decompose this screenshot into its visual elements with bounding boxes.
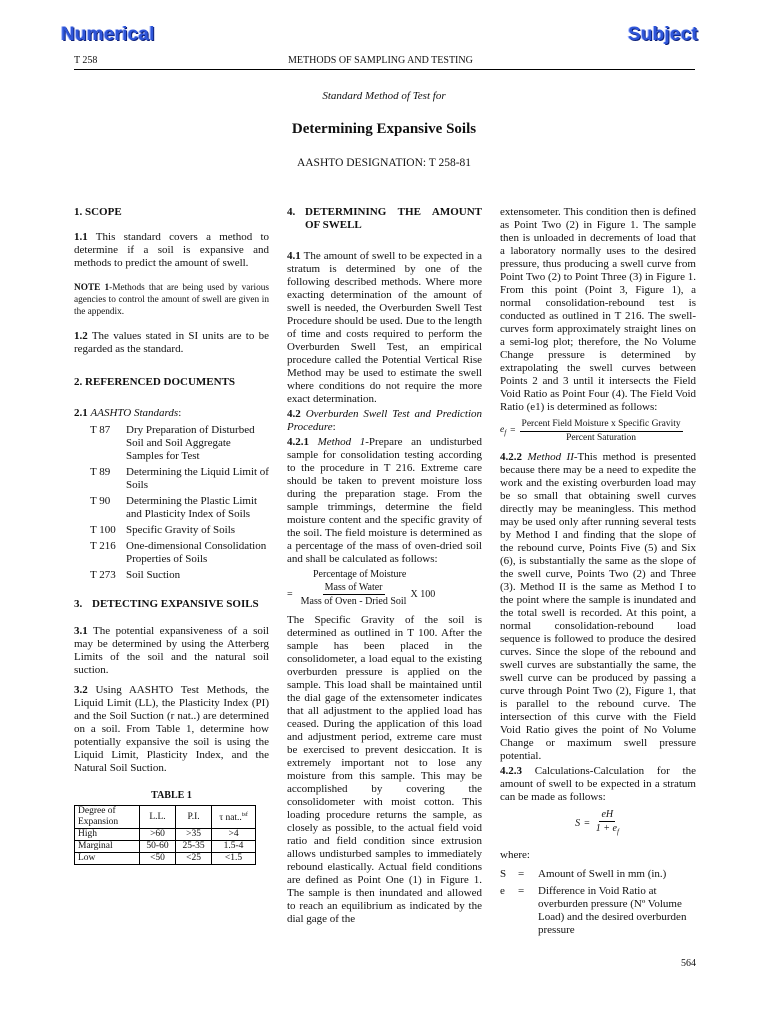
equation-numerator: Percent Field Moisture x Specific Gravity [520,418,683,432]
paragraph-text: -This method is presented because there may be a need to expedite the work and the existing overburden load may be so small that obtaining swell curves directly may be meaningless. This method may be used only after running several tests by Method I and finding that the slope of the rebound curve, Points Five (5) and Six (6), is substantially the same as the slope of the swell curve, Points Two (2) and Three (3). Method II is the same as Method I to the point where the sample is inundated and the total swell is recorded. At this point, a normal consolidation-rebound load sequence is followed to produce the desired curves. Since the slope of the rebound and swell curves are substantially the same, the swell curve can be produced by passing a curve through Point Two (2), Figure 1, that is parallel to the rebound curve. The intersection of this curve with the Field Void Ratio gives the point of No Volume Change or maximum swell pressure potential. [500,451,697,762]
table-cell: 25-35 [176,841,212,853]
equation-label: Percentage of Moisture [313,569,407,580]
paragraph-number: 4.2.2 [500,451,522,463]
reference-item [74,569,269,582]
table-cell: Marginal [75,841,140,853]
section-4-heading [287,206,482,232]
equation-symbol [500,424,506,440]
table-cell: >60 [140,829,176,841]
table-header-cell: Degree of Expansion [75,806,140,829]
header-title: METHODS OF SAMPLING AND TESTING [288,55,473,66]
reference-item [74,424,269,463]
paragraph-number: 4.2.1 [287,436,309,448]
reference-item [74,495,269,521]
paragraph-text: The potential expansiveness of a soil may be determined by using the Atterberg Limits of the soil and the natural soil suction. [74,625,269,676]
table-cell: Low [75,853,140,865]
heading-text: DETERMINING THE AMOUNT OF SWELL [305,206,482,231]
table-header-row [75,806,256,829]
definition-text: Difference in Void Ratio at overburden pressure (Nº Volume Load) and the desired overburden pressure [538,885,687,936]
watermark-logo-left: Numerical [61,24,155,45]
equation-denominator [594,822,621,839]
where-label: where: [500,849,530,861]
paragraph-colon: : [332,421,336,433]
paragraph-2-1: 2.1 AASHTO Standards: [74,407,182,419]
paragraph-3-2 [74,684,269,775]
note-label: NOTE 1 [74,283,110,293]
reference-title: One-dimensional Consolidation Properties of Soils [126,540,267,565]
paragraph-text: Using AASHTO Test Methods, the Liquid Limit (LL), the Plasticity Index (PI) and the Soil Suction (r nat..) are determined on a soil. From Table 1, determine how potentially expansive the soil is using the Liquid Limit, Plasticity Index, and the Natural Soil Suction. [74,684,269,774]
note-1 [74,282,269,318]
paragraph-3-1 [74,625,269,677]
paragraph-text: -Prepare an undisturbed sample for consolidation testing according to the procedure in T 216. Extreme care should be taken to prevent moisture loss during the preparation stage. From the sample trimmings, determine the field moisture content and the specific gravity of the soil. The field moisture is determined as a percentage of the mass of oven-dried soil and shall be calculated as follows: [287,436,482,565]
paragraph-text: AASHTO Standards [90,407,179,419]
equation-equals: = [287,589,293,600]
paragraph-number: 4.1 [287,250,301,262]
reference-title: Specific Gravity of Soils [126,524,236,536]
reference-code: T 100 [90,524,116,536]
reference-list [74,424,269,582]
equation-fraction [594,808,621,839]
reference-title: Determining the Liquid Limit of Soils [126,466,269,491]
standard-label: Standard Method of Test for [322,90,446,102]
header-text: τ nat.. [219,813,242,824]
reference-item [74,524,269,537]
paragraph-number: 4.2 [287,408,301,420]
definition-item [500,868,696,881]
reference-title: Soil Suction [126,569,181,581]
equation-equals: = [584,818,590,829]
paragraph-4-2-3 [500,765,696,804]
paragraph-number: 2.1 [74,407,88,419]
paragraph-number: 3.2 [74,684,88,696]
definition-symbol: S [500,868,507,880]
paragraph-number: 1.2 [74,330,88,342]
table-cell: <1.5 [212,853,256,865]
equation-symbol: S [575,818,581,829]
paragraph-title: Overburden Swell Test and Prediction Procedure [287,408,482,433]
equation-equals: = [510,426,516,436]
column-right [500,206,696,941]
reference-code: T 87 [90,424,111,436]
equation-denominator: Mass of Oven - Dried Soil [300,596,407,607]
aashto-designation: AASHTO DESIGNATION: T 258-81 [296,157,472,169]
reference-item [74,466,269,492]
paragraph-4-2-2 [500,451,696,763]
table-header-cell [212,806,256,829]
table-1-title: TABLE 1 [151,790,192,801]
table-cell: High [75,829,140,841]
table-header-cell: L.L. [140,806,176,829]
paragraph-specific-gravity: The Specific Gravity of the soil is determined as outlined in T 100. After the sample has been placed in the consolidometer, a load equal to the existing overburden pressure is applied on the sample. This load shall be maintained until the dial gage of the extensometer indicates that all adjustment to the applied load has ceased. During the application of this load and adjustment period, extreme care must be exercised to prevent desiccation. It is extremely important not to lose any moisture from this sample. This may be accomplished by covering the consolidometer with moist cotton. This loading procedure returns the sample, as closely as possible, to the actual field void ratio and field condition since extrusion allows undisturbed samples to immediately rebound elastically. Actual field conditions are defined as Point One (1) in Figure 1. The sample is then inundated and allowed to reach an equilibrium as indicated by the dial gage of the [287,614,482,925]
definition-symbol: e [500,885,505,897]
definition-item [500,885,696,937]
paragraph-number: 1.1 [74,231,88,243]
table-cell: >4 [212,829,256,841]
reference-item [74,540,269,566]
equation-numerator: Mass of Water [324,582,383,593]
section-1-heading: 1. SCOPE [74,206,122,218]
reference-code: T 216 [90,540,116,552]
swell-equation [500,808,696,839]
section-3-heading [74,598,269,611]
reference-code: T 89 [90,466,111,478]
equation-fraction [520,418,683,445]
equation-denominator: Percent Saturation [566,433,637,443]
denominator-subscript: f [616,828,619,836]
paragraph-title: Method II [527,451,574,463]
definition-equals: = [518,885,525,897]
paragraph-4-1 [287,250,482,406]
equation-body [287,581,482,608]
paragraph-text: Calculations-Calculation for the amount of swell to be expected in a stratum can be made as follows: [500,765,696,803]
paragraph-title: Method 1 [317,436,366,448]
reference-title: Determining the Plastic Limit and Plasticity Index of Soils [126,495,258,520]
paragraph-text: The values stated in SI units are to be regarded as the standard. [74,330,269,355]
heading-number: 3. [74,598,83,610]
paragraph-number: 4.2.3 [500,765,522,777]
equation-numerator: eH [601,809,614,820]
column-middle [287,206,482,933]
symbol-subscript: f [504,428,507,437]
column-left [74,206,269,865]
table-cell: 1.5-4 [212,841,256,853]
table-row [75,829,256,841]
expansion-table [74,805,256,865]
table-cell: >35 [176,829,212,841]
moisture-equation [287,568,482,608]
variable-definitions [500,868,696,937]
page-number: 564 [681,958,696,969]
paragraph-text: This standard covers a method to determine if a soil is expansive and methods to predict the amount of swell. [74,231,269,269]
heading-text: DETECTING EXPANSIVE SOILS [92,598,259,610]
document-title: Determining Expansive Soils [291,121,477,137]
paragraph-4-2-1 [287,436,482,566]
header-unit: tsf [241,811,248,818]
reference-code: T 273 [90,569,116,581]
table-cell: <25 [176,853,212,865]
watermark-logo-right: Subject [627,24,698,45]
running-header [74,55,695,70]
table-header-cell: P.I. [176,806,212,829]
field-void-ratio-equation [500,418,696,445]
definition-equals: = [518,868,525,880]
denominator-text: 1 + e [595,823,617,834]
section-2-heading: 2. REFERENCED DOCUMENTS [74,376,236,388]
table-cell: 50-60 [140,841,176,853]
heading-number: 4. [287,206,296,218]
paragraph-number: 3.1 [74,625,88,637]
reference-title: Dry Preparation of Disturbed Soil and Soil Aggregate Samples for Test [126,424,255,462]
header-doc-number: T 258 [74,55,98,66]
equation-multiplier: X 100 [410,589,436,600]
paragraph-1-1 [74,231,269,270]
table-cell: <50 [140,853,176,865]
paragraph-4-2 [287,408,482,434]
reference-code: T 90 [90,495,111,507]
equation-fraction [299,581,409,608]
note-text: -Methods that are being used by various agencies to control the amount of swell are given in the appendix. [74,283,270,317]
paragraph-continued: extensometer. This condition then is defined as Point Two (2) in Figure 1. The sample then is unloaded in decrements of load that a laboratory normally uses to the desired pressure, thus producing a swell curve from Point Two (2) to Point Three (3) in Figure 1. From this point (Point 3, Figure 1), a normal consolidation-rebound test is conducted as outlined in T 216. The swell-curves form approximately straight lines on a semi-log plot; therefore, the No Volume Change pressure is determined by extrapolating the swell curves between Points 2 and 3 until it intersects the Field Void Ratio as Point Four (4). The Field Void Ratio (e1) is determined as follows: [500,206,696,413]
symbol-e: e [500,424,505,435]
table-row [75,853,256,865]
definition-text: Amount of Swell in mm (in.) [538,868,667,880]
paragraph-text: The amount of swell to be expected in a stratum is determined by one of the following described methods. Where more exacting determination of the amount of swell is needed, the Overburden Swell Test Procedure should be used. Due to the length of time and costs required to perform the Overburden Swell Test, an empirical procedure called the Potential Vertical Rise Method may be used to estimate the swell where conditions do not require the more exact determination. [287,250,482,405]
paragraph-1-2 [74,330,269,356]
table-row [75,841,256,853]
